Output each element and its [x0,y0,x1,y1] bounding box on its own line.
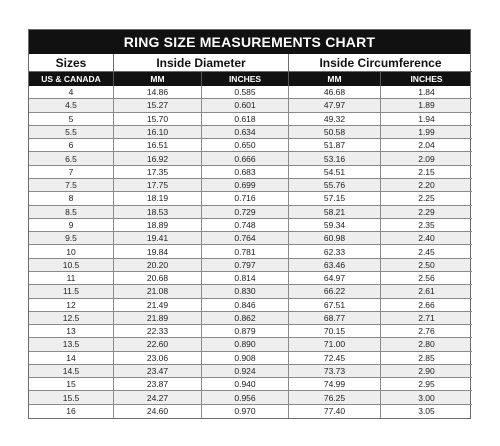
cell-size: 9.5 [29,232,114,245]
table-row [29,126,470,139]
cell-diameter-mm: 23.47 [114,365,202,378]
cell-diameter-mm: 20.20 [114,259,202,272]
cell-circumference-mm: 47.97 [289,99,381,112]
cell-diameter-mm: 22.60 [114,338,202,351]
cell-circumference-mm: 76.25 [289,391,381,404]
cell-diameter-mm: 19.41 [114,232,202,245]
column-group-headers [29,54,470,72]
table-body [29,86,470,418]
table-row [29,99,470,112]
cell-circumference-inches: 2.85 [381,352,472,365]
table-row [29,86,470,99]
cell-circumference-inches: 2.66 [381,299,472,312]
cell-diameter-inches: 0.601 [202,99,289,112]
table-row [29,312,470,325]
cell-circumference-mm: 74.99 [289,378,381,391]
cell-diameter-inches: 0.797 [202,259,289,272]
cell-diameter-mm: 14.86 [114,86,202,99]
cell-size: 15.5 [29,391,114,404]
cell-circumference-mm: 55.76 [289,179,381,192]
cell-size: 7.5 [29,179,114,192]
cell-circumference-inches: 2.09 [381,152,472,165]
cell-diameter-inches: 0.650 [202,139,289,152]
cell-circumference-inches: 2.61 [381,285,472,298]
cell-circumference-inches: 2.76 [381,325,472,338]
cell-size: 5.5 [29,126,114,139]
cell-circumference-inches: 2.90 [381,365,472,378]
table-row [29,206,470,219]
cell-circumference-mm: 46.68 [289,86,381,99]
cell-diameter-inches: 0.924 [202,365,289,378]
table-row [29,365,470,378]
cell-diameter-mm: 16.92 [114,152,202,165]
table-row [29,152,470,165]
cell-diameter-inches: 0.830 [202,285,289,298]
cell-circumference-inches: 2.15 [381,166,472,179]
cell-size: 15 [29,378,114,391]
cell-diameter-mm: 18.53 [114,206,202,219]
cell-circumference-mm: 50.58 [289,126,381,139]
table-row [29,352,470,365]
table-row [29,245,470,258]
cell-circumference-inches: 2.80 [381,338,472,351]
cell-circumference-inches: 2.40 [381,232,472,245]
table-row [29,272,470,285]
cell-size: 16 [29,405,114,418]
cell-size: 13.5 [29,338,114,351]
cell-diameter-mm: 23.06 [114,352,202,365]
cell-diameter-mm: 19.84 [114,245,202,258]
cell-size: 4.5 [29,99,114,112]
cell-circumference-mm: 67.51 [289,299,381,312]
cell-size: 8 [29,192,114,205]
cell-diameter-mm: 18.89 [114,219,202,232]
cell-circumference-inches: 2.95 [381,378,472,391]
cell-diameter-mm: 15.27 [114,99,202,112]
cell-size: 12 [29,299,114,312]
cell-circumference-inches: 2.56 [381,272,472,285]
cell-diameter-inches: 0.666 [202,152,289,165]
cell-size: 7 [29,166,114,179]
cell-diameter-mm: 16.51 [114,139,202,152]
table-row [29,179,470,192]
cell-diameter-inches: 0.970 [202,405,289,418]
header-inside-circumference: Inside Circumference [289,54,472,72]
cell-size: 10 [29,245,114,258]
cell-size: 6 [29,139,114,152]
cell-circumference-mm: 60.98 [289,232,381,245]
cell-diameter-mm: 18.19 [114,192,202,205]
cell-circumference-mm: 63.46 [289,259,381,272]
cell-diameter-inches: 0.781 [202,245,289,258]
header-sizes: Sizes [29,54,114,72]
cell-circumference-inches: 1.99 [381,126,472,139]
cell-circumference-inches: 3.05 [418,406,435,417]
cell-size: 14.5 [29,365,114,378]
cell-circumference-inches: 1.89 [381,99,472,112]
table-row [29,259,470,272]
cell-diameter-inches: 0.618 [202,113,289,126]
cell-size: 8.5 [29,206,114,219]
table-row [29,219,470,232]
subheader-diameter-mm: MM [114,72,202,86]
cell-circumference-inches: 2.45 [381,245,472,258]
cell-circumference-inches: 2.25 [381,192,472,205]
cell-diameter-mm: 21.08 [114,285,202,298]
cell-circumference-inches: 2.50 [381,259,472,272]
table-row [29,338,470,351]
cell-diameter-mm: 23.87 [114,378,202,391]
cell-diameter-mm: 24.60 [114,405,202,418]
table-row [29,405,470,418]
subheader-circumference-mm: MM [289,72,381,86]
cell-circumference-mm: 68.77 [289,312,381,325]
cell-size: 9 [29,219,114,232]
cell-diameter-mm: 20.68 [114,272,202,285]
cell-diameter-mm: 24.27 [114,391,202,404]
cell-diameter-inches: 0.890 [202,338,289,351]
cell-circumference-inches: 2.29 [381,206,472,219]
table-row [29,192,470,205]
cell-circumference-mm: 59.34 [289,219,381,232]
cell-size: 5 [29,113,114,126]
cell-circumference-mm: 70.15 [289,325,381,338]
cell-diameter-inches: 0.585 [202,86,289,99]
cell-circumference-inches: 2.20 [381,179,472,192]
cell-circumference-mm: 49.32 [289,113,381,126]
ring-size-chart [28,29,471,419]
table-row [29,113,470,126]
cell-size: 4 [29,86,114,99]
cell-diameter-inches: 0.940 [202,378,289,391]
cell-circumference-inches: 2.35 [381,219,472,232]
chart-title: RING SIZE MEASUREMENTS CHART [29,30,470,54]
cell-circumference-inches: 1.94 [381,113,472,126]
cell-circumference-inches: 2.71 [381,312,472,325]
cell-circumference-mm: 54.51 [289,166,381,179]
cell-circumference-mm: 51.87 [289,139,381,152]
table-row [29,166,470,179]
cell-diameter-inches: 0.908 [202,352,289,365]
cell-diameter-inches: 0.683 [202,166,289,179]
table-row [29,391,470,404]
cell-circumference-mm: 72.45 [289,352,381,365]
cell-circumference-mm: 66.22 [289,285,381,298]
cell-diameter-inches: 0.764 [202,232,289,245]
table-row [29,325,470,338]
cell-size: 11.5 [29,285,114,298]
cell-size: 12.5 [29,312,114,325]
cell-circumference-mm: 71.00 [289,338,381,351]
cell-circumference-mm: 73.73 [289,365,381,378]
cell-circumference-mm: 64.97 [289,272,381,285]
cell-circumference-mm: 62.33 [289,245,381,258]
cell-diameter-mm: 17.75 [114,179,202,192]
cell-diameter-mm: 17.35 [114,166,202,179]
subheader-circumference-inches: INCHES [410,74,443,84]
cell-diameter-inches: 0.862 [202,312,289,325]
table-row [29,299,470,312]
cell-diameter-mm: 21.49 [114,299,202,312]
cell-size: 14 [29,352,114,365]
cell-size: 11 [29,272,114,285]
cell-circumference-inches: 3.00 [381,391,472,404]
table-row [29,378,470,391]
table-row [29,232,470,245]
cell-diameter-inches: 0.716 [202,192,289,205]
cell-diameter-mm: 16.10 [114,126,202,139]
subheader-diameter-inches: INCHES [202,72,289,86]
cell-diameter-inches: 0.748 [202,219,289,232]
cell-size: 6.5 [29,152,114,165]
cell-size: 13 [29,325,114,338]
cell-circumference-mm: 77.40 [289,405,381,418]
cell-diameter-inches: 0.634 [202,126,289,139]
cell-size: 10.5 [29,259,114,272]
cell-diameter-inches: 0.729 [202,206,289,219]
cell-circumference-mm: 58.21 [289,206,381,219]
cell-diameter-mm: 22.33 [114,325,202,338]
cell-circumference-inches: 1.84 [381,86,472,99]
cell-diameter-inches: 0.814 [202,272,289,285]
cell-diameter-inches: 0.699 [202,179,289,192]
cell-diameter-inches: 0.846 [202,299,289,312]
cell-circumference-mm: 53.16 [289,152,381,165]
cell-circumference-inches: 2.04 [381,139,472,152]
cell-diameter-mm: 15.70 [114,113,202,126]
cell-diameter-mm: 21.89 [114,312,202,325]
cell-circumference-mm: 57.15 [289,192,381,205]
subheader-region: US & CANADA [29,72,114,86]
table-row [29,139,470,152]
cell-diameter-inches: 0.956 [202,391,289,404]
header-inside-diameter: Inside Diameter [114,54,289,72]
column-subheaders [29,72,470,86]
cell-diameter-inches: 0.879 [202,325,289,338]
table-row [29,285,470,298]
